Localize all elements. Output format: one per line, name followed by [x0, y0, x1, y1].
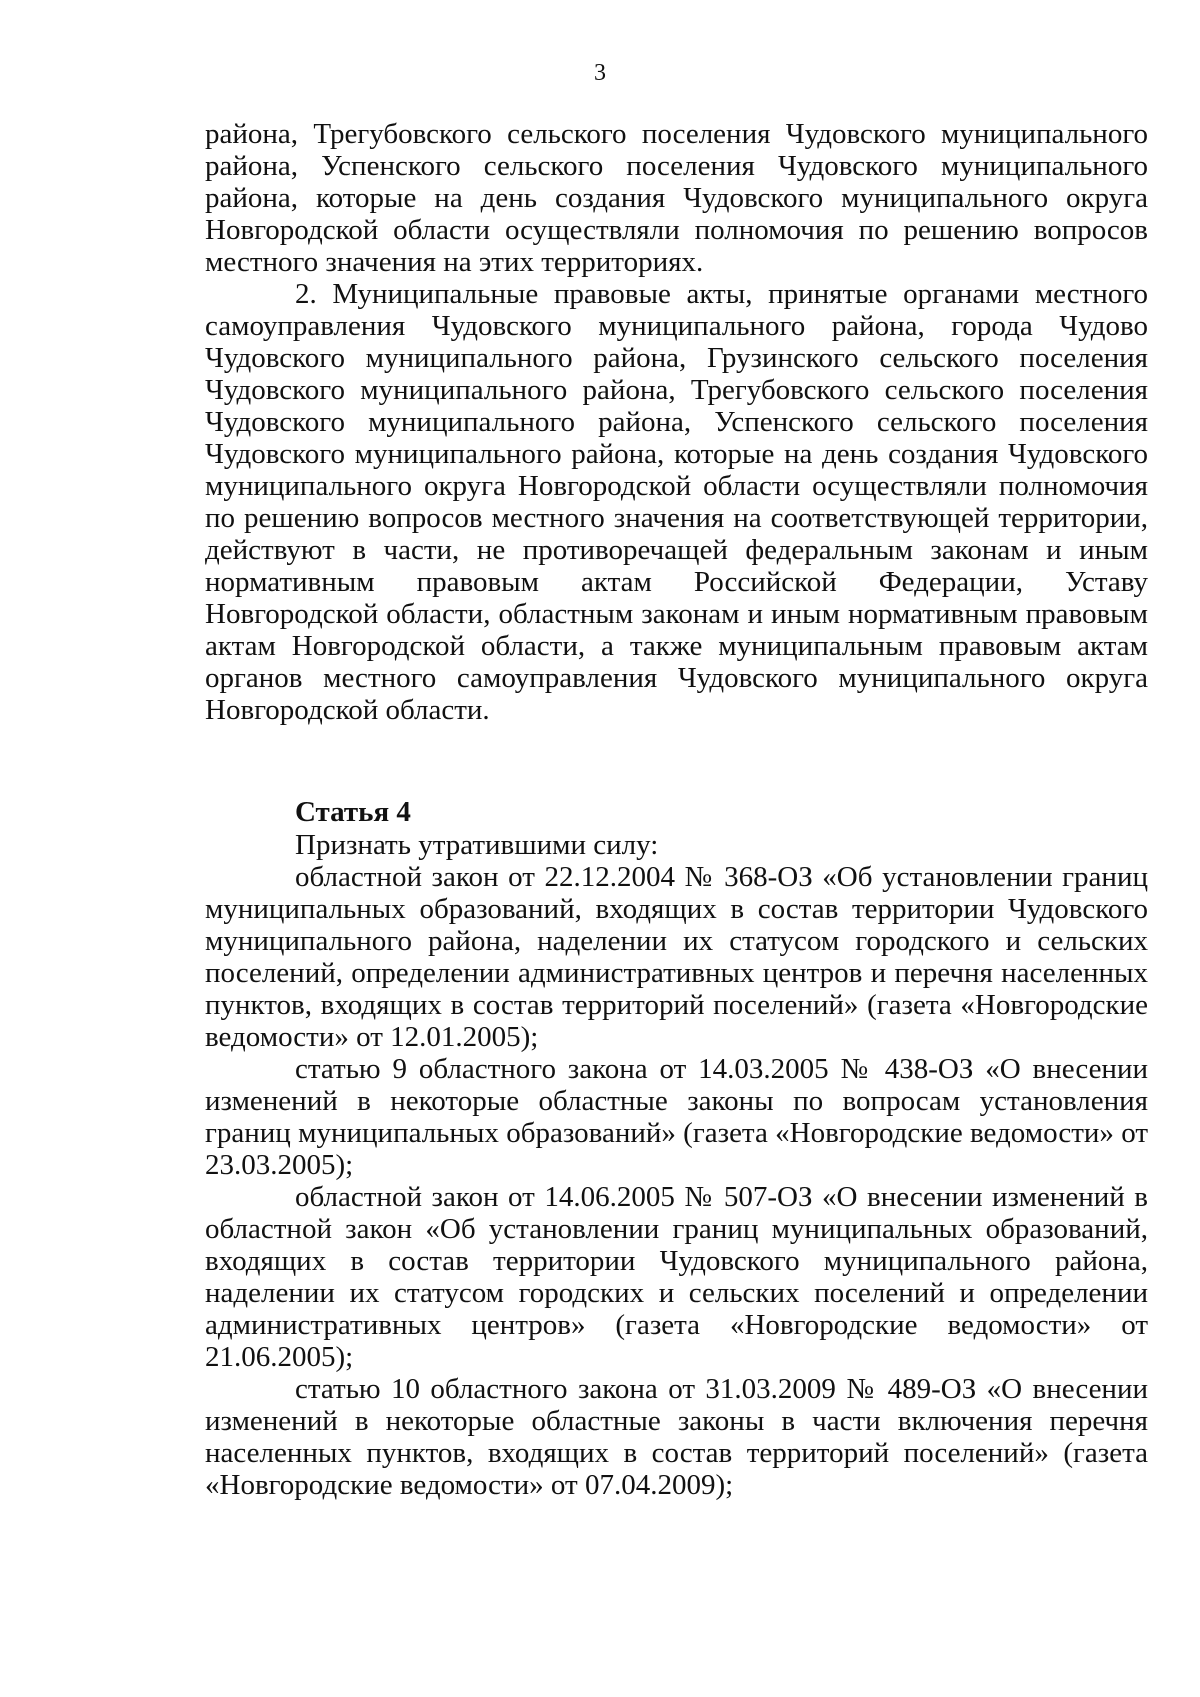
paragraph-item-2: 2. Муниципальные правовые акты, принятые органами местного самоуправления Чудовского муниципального района, города Чудово Чудовского муниципального района, Грузинского сельского поселения Чудовского муниципального района, Трегубовского сельского поселения Чудовского муниципального района, Успенского сельского поселения Чудовского муниципального района, которые на день создания Чудовского муниципального округа Новгородской области осуществляли полномочия по решению вопросов местного значения на соответствующей территории, действуют в части, не противоречащей федеральным законам и иным нормативным правовым актам Российской Федерации, Уставу Новгородской области, областным законам и иным нормативным правовым актам Новгородской области, а также муниципальным правовым актам органов местного самоуправления Чудовского муниципального округа Новгородской области. — [205, 278, 1148, 726]
repealed-law-item: областной закон от 22.12.2004 № 368-ОЗ «Об установлении границ муниципальных образований, входящих в состав территории Чудовского муниципального района, наделении их статусом городского и сельских поселений, определении административных центров и перечня населенных пунктов, входящих в состав территорий поселений» (газета «Новгородские ведомости» от 12.01.2005); — [205, 861, 1148, 1053]
article-heading: Статья 4 — [295, 796, 411, 828]
repealed-law-item: статью 10 областного закона от 31.03.2009 № 489-ОЗ «О внесении изменений в некоторые областные законы в части включения перечня населенных пунктов, входящих в состав территорий поселений» (газета «Новгородские ведомости» от 07.04.2009); — [205, 1373, 1148, 1501]
paragraph-continuation: района, Трегубовского сельского поселения Чудовского муниципального района, Успенского сельского поселения Чудовского муниципального района, которые на день создания Чудовского муниципального округа Новгородской области осуществляли полномочия по решению вопросов местного значения на этих территориях. — [205, 118, 1148, 278]
article-4-section — [205, 795, 1148, 1501]
continued-section — [205, 118, 1148, 726]
page-number: 3 — [594, 60, 606, 86]
repealed-law-item: областной закон от 14.06.2005 № 507-ОЗ «О внесении изменений в областной закон «Об установлении границ муниципальных образований, входящих в состав территории Чудовского муниципального района, наделении их статусом городских и сельских поселений и определении административных центров» (газета «Новгородские ведомости» от 21.06.2005); — [205, 1181, 1148, 1373]
article-intro: Признать утратившими силу: — [295, 829, 659, 861]
repealed-law-item: статью 9 областного закона от 14.03.2005 № 438-ОЗ «О внесении изменений в некоторые областные законы по вопросам установления границ муниципальных образований» (газета «Новгородские ведомости» от 23.03.2005); — [205, 1053, 1148, 1181]
